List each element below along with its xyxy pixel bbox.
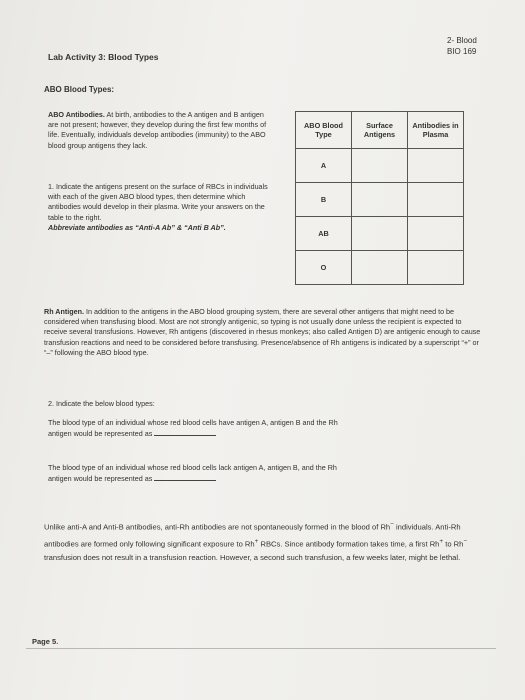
question-2b-text: The blood type of an individual whose red blood cells lack antigen A, antigen B, and the Rh antigen would be represented as xyxy=(48,463,337,484)
rh-antigen-heading: Rh Antigen. xyxy=(44,307,85,316)
table-row xyxy=(296,183,464,217)
table-row xyxy=(296,217,464,251)
rh-antigen-paragraph xyxy=(44,307,484,358)
antigens-answer-cell[interactable] xyxy=(352,183,408,217)
question-2a xyxy=(48,418,338,439)
course-header xyxy=(447,35,477,57)
table-row xyxy=(296,251,464,285)
question-2-title: 2. Indicate the below blood types: xyxy=(48,399,155,408)
question-1 xyxy=(48,182,273,233)
antigens-answer-cell[interactable] xyxy=(352,149,408,183)
antibodies-answer-cell[interactable] xyxy=(408,183,464,217)
antigens-answer-cell[interactable] xyxy=(352,217,408,251)
abo-answer-table xyxy=(295,111,464,285)
rh-superscript-1: − xyxy=(390,521,394,528)
antibodies-answer-cell[interactable] xyxy=(408,217,464,251)
page-number-label: Page 5 xyxy=(32,637,57,646)
question-1-text: 1. Indicate the antigens present on the surface of RBCs in individuals with each of the given ABO blood types, then determine which antibodies would develop in their plasma. Write your answers on the table to the right. xyxy=(48,182,268,222)
abo-antibodies-text: At birth, antibodies to the A antigen and B antigen are not present; however, they develop during the first few months of life. Eventually, individuals develop antibodies (immunity) to the ABO blood group antigens they lack. xyxy=(48,110,267,150)
rh-antigen-text: In addition to the antigens in the ABO blood grouping system, there are several other antigens that might need to be considered when transfusing blood. Most are not strongly antigenic, so typing is not usually done unless the recipient is expected to receive several transfusions. However, Rh antigens (discovered in rhesus monkeys; also called Antigen D) are antigenic enough to cause transfusion reactions and need to be considered before transfusing. Presence/absence of Rh antigens is indicated by a superscript “+” or “–” following the ABO blood type. xyxy=(44,307,481,357)
rh-antibody-text-1: Unlike anti-A and Anti-B antibodies, anti-Rh antibodies are not spontaneously formed in the blood of Rh xyxy=(44,522,391,532)
header-abo-blood-type xyxy=(296,112,352,149)
footer-divider xyxy=(26,648,496,649)
course-line-2: BIO 169 xyxy=(447,47,477,56)
rh-superscript-2: + xyxy=(254,537,259,545)
table-row xyxy=(296,149,464,183)
rh-antibody-text-3: RBCs. Since antibody formation takes time, a first Rh xyxy=(258,539,440,549)
header-surface-antigens-label: Surface Antigens xyxy=(363,121,396,139)
blood-type-cell: B xyxy=(296,183,352,217)
table-header-row xyxy=(296,112,464,149)
antibodies-answer-cell[interactable] xyxy=(408,251,464,285)
header-abo-blood-type-label: ABO Blood Type xyxy=(304,121,343,139)
abo-antibodies-paragraph xyxy=(48,110,273,151)
abo-antibodies-heading: ABO Antibodies. xyxy=(48,110,105,119)
rh-superscript-3: + xyxy=(439,537,444,545)
question-2b xyxy=(48,463,338,484)
question-2a-text: The blood type of an individual whose red blood cells have antigen A, antigen B and the Rh antigen would be represented as xyxy=(48,418,338,439)
header-antibodies-in-plasma xyxy=(408,112,464,149)
rh-superscript-4: − xyxy=(463,537,468,545)
blood-type-cell: A xyxy=(296,149,352,183)
antigens-answer-cell[interactable] xyxy=(352,251,408,285)
abo-section-title: ABO Blood Types: xyxy=(44,85,115,94)
rh-antibody-paragraph xyxy=(44,518,484,566)
answer-blank-2b[interactable] xyxy=(154,473,216,481)
page-number-dot: . xyxy=(56,637,59,646)
blood-type-cell: O xyxy=(296,251,352,285)
question-1-note: Abbreviate antibodies as “Anti-A Ab” & “Anti B Ab”. xyxy=(48,222,226,232)
header-antibodies-label: Antibodies in Plasma xyxy=(412,121,459,139)
answer-blank-2a[interactable] xyxy=(154,428,216,436)
rh-antibody-text-2: individuals. Anti-Rh antibodies are formed only following significant exposure to Rh xyxy=(44,522,461,549)
rh-antibody-text-5: transfusion does not result in a transfusion reaction. However, a second such transfusion, a few weeks later, might be lethal. xyxy=(44,553,461,563)
antibodies-answer-cell[interactable] xyxy=(408,149,464,183)
blood-type-cell: AB xyxy=(296,217,352,251)
lab-title: Lab Activity 3: Blood Types xyxy=(48,52,159,62)
course-line-1: 2- Blood xyxy=(447,36,477,45)
header-surface-antigens xyxy=(352,112,408,149)
rh-antibody-text-4: to Rh xyxy=(443,539,464,549)
page-number xyxy=(32,637,58,646)
